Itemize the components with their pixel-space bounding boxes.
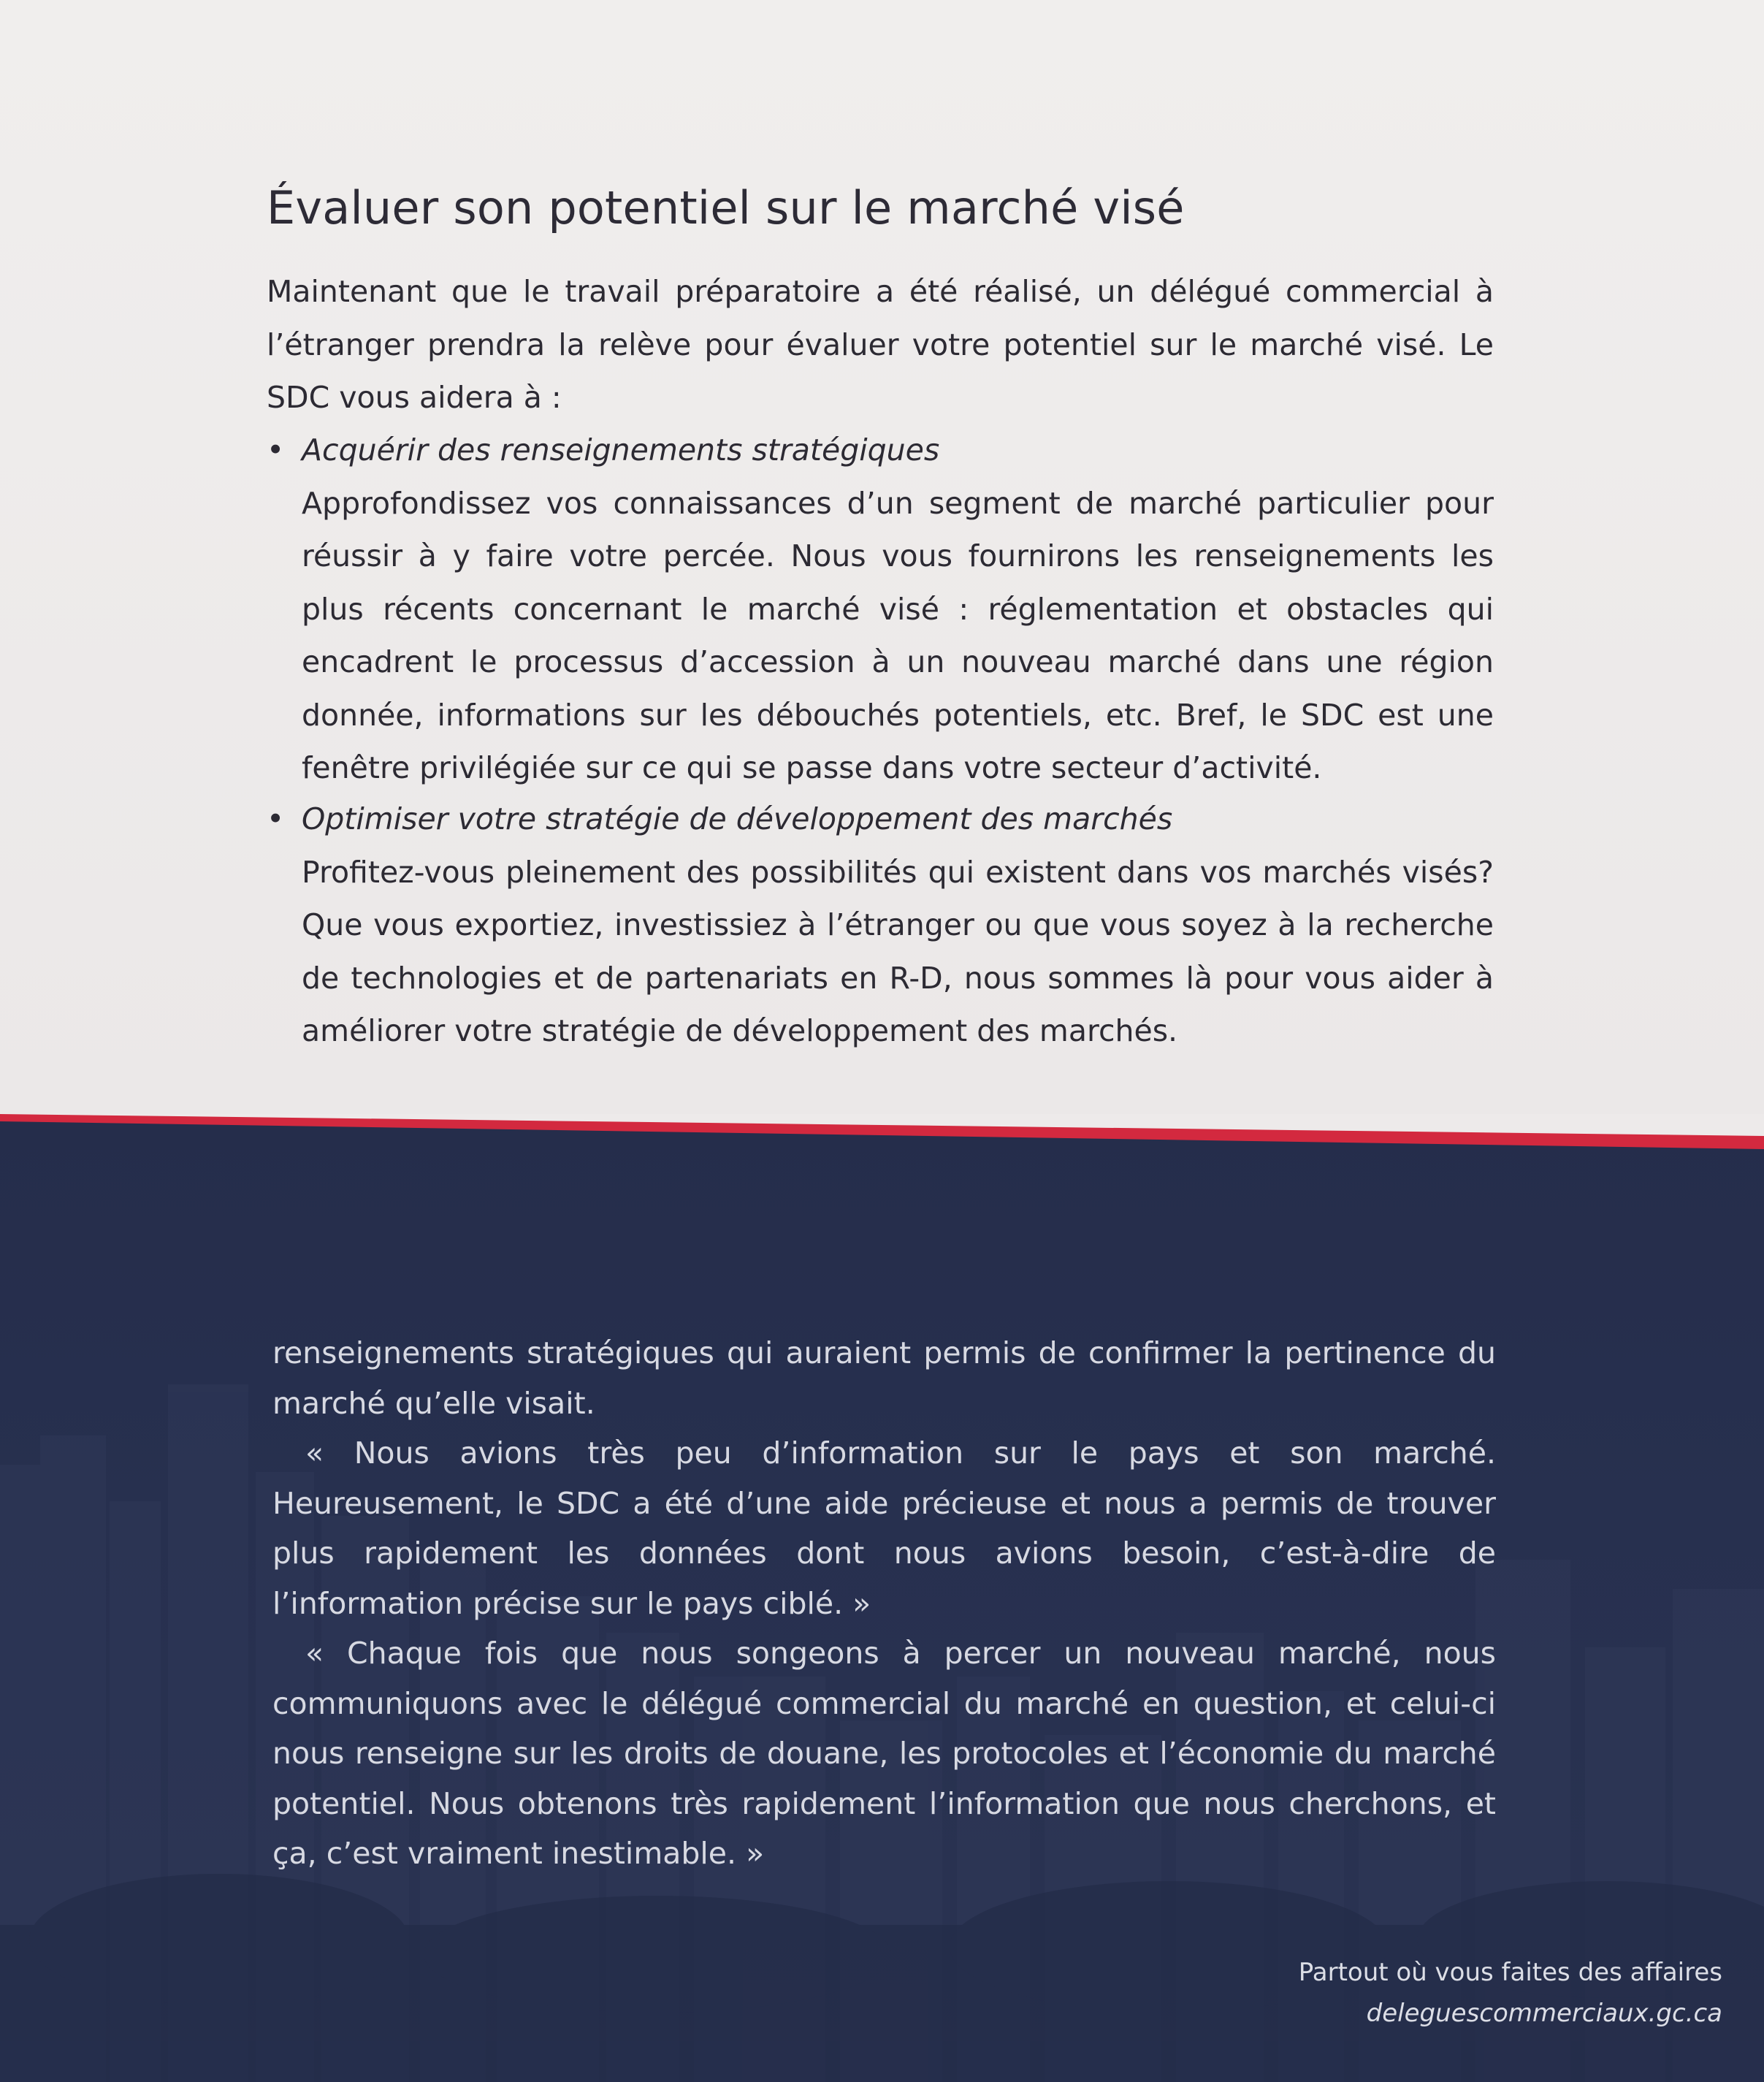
bullet-marker: • [267,801,285,836]
bullet-item [267,793,1494,1070]
bullet-title: Optimiser votre stratégie de développement des marchés [302,801,1173,836]
testimonial-quote: « Chaque fois que nous songeons à percer un nouveau marché, nous communiquons avec le délégué commercial du marché en question, et celui-ci nous renseigne sur les droits de douane, les protocoles et l’économie du marché potentiel. Nous obtenons très rapidement l’information que nous cherchons, et ça, c’est vraiment inestimable. » [272,1636,1496,1871]
bullet-title: Acquérir des renseignements stratégiques [302,432,940,468]
story-continuation: renseignements stratégiques qui auraient permis de confirmer la pertinence du marché qu’elle visait. [272,1335,1496,1421]
footer [1299,1952,1722,2034]
bullet-marker: • [267,432,285,468]
intro-paragraph: Maintenant que le travail préparatoire a été réalisé, un délégué commercial à l’étranger prendra la relève pour évaluer votre potentiel sur le marché visé. Le SDC vous aidera à : [267,274,1494,415]
bullet-body: Profitez-vous pleinement des possibilités qui existent dans vos marchés visés? Que vous exportiez, investissiez à l’étranger ou que vous soyez à la recherche de technologies et de partenariats en R-D, nous sommes là pour vous aider à améliorer votre stratégie de développement des marchés. [302,854,1494,1048]
testimonial-story [272,1328,1496,1879]
footer-url: deleguescommerciaux.gc.ca [1366,1999,1722,2028]
section-heading: Évaluer son potentiel sur le marché visé [267,181,1185,234]
footer-tagline: Partout où vous faites des affaires [1298,1958,1722,1987]
bullet-item [267,424,1494,789]
bullet-body: Approfondissez vos connaissances d’un segment de marché particulier pour réussir à y faire votre percée. Nous vous fournirons les renseignements les plus récents concernant le marché visé : réglementation et obstacles qui encadrent le processus d’accession à un nouveau marché dans une région donnée, informations sur les débouchés potentiels, etc. Bref, le SDC est une fenêtre privilégiée sur ce qui se passe dans votre secteur d’activité. [302,485,1494,785]
testimonial-quote: « Nous avions très peu d’information sur le pays et son marché. Heureusement, le SDC a été d’une aide précieuse et nous a permis de trouver plus rapidement les données dont nous avions besoin, c’est-à-dire de l’information précise sur le pays ciblé. » [272,1435,1496,1621]
